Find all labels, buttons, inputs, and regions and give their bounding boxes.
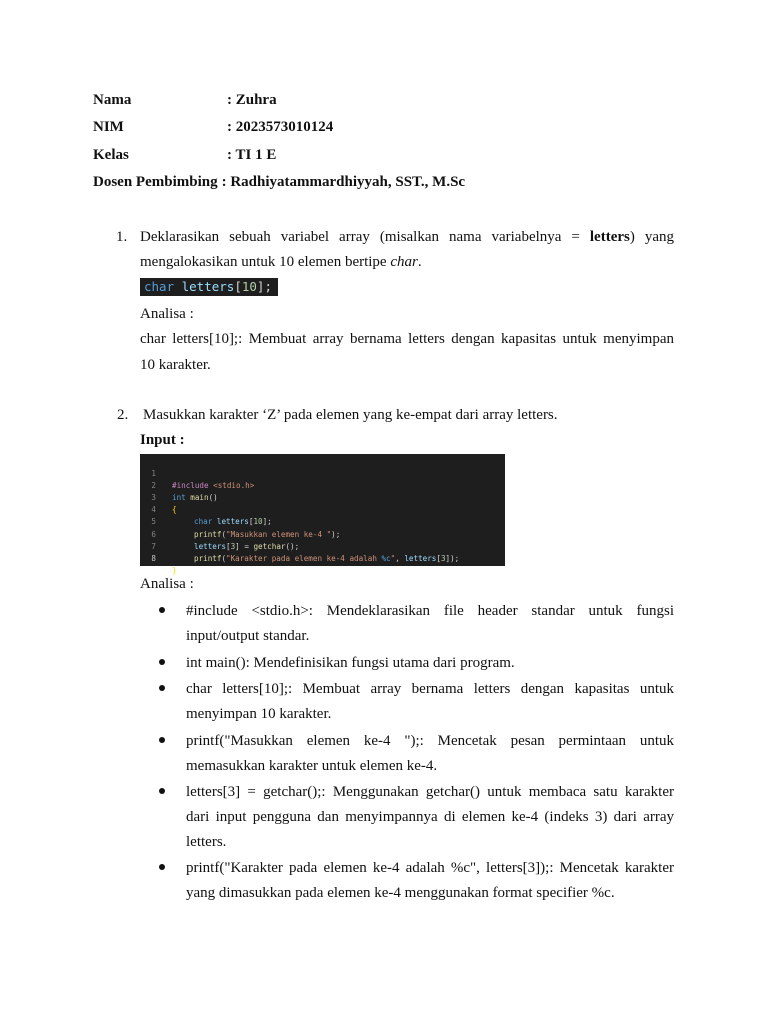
bullet-6-line1: printf("Karakter pada elemen ke-4 adalah %c", letters[3]);: Mencetak karakter [186,860,674,876]
code-line: 5 printf("Masukkan elemen ke-4 "); [151,517,341,539]
q1-question-line1: Deklarasikan sebuah variabel array (misalkan nama variabelnya = letters) yang [140,229,675,245]
kelas-value: : TI 1 E [227,146,277,163]
bullet-2-line1: int main(): Mendefinisikan fungsi utama dari program. [186,655,515,671]
bullet-dot-icon [159,788,165,794]
bullet-4-line2: memasukkan karakter untuk elemen ke-4. [186,758,438,774]
bullet-3-line2: menyimpan 10 karakter. [186,706,332,722]
bullet-4-line1: printf("Masukkan elemen ke-4 ");: Mencetak pesan permintaan untuk [186,733,674,749]
q2-question: Masukkan karakter ‘Z’ pada elemen yang ke-empat dari array letters. [143,407,558,423]
info-row-dosen [93,169,465,197]
bullet-1-line1: #include <stdio.h>: Mendeklarasikan file header standar untuk fungsi [186,603,674,619]
nim-value: : 2023573010124 [227,119,334,136]
code-line: 2 int main() [151,481,218,503]
bullet-5-line2: dari input pengguna dan menyimpannya di elemen ke-4 (indeks 3) dari array [186,809,674,825]
nama-label: Nama [93,91,132,108]
q1-number: 1. [116,229,128,245]
code-line: 8 } [151,553,177,575]
code-editor-screenshot [140,454,505,575]
nama-value: : Zuhra [227,91,277,108]
info-row-kelas [93,141,465,169]
bullet-5-line1: letters[3] = getchar();: Menggunakan getchar() untuk membaca satu karakter [186,784,674,800]
code-line: 7 printf("Karakter pada elemen ke-4 adalah %c", letters[3]); [151,541,460,563]
q1-analisa-line2: 10 karakter. [140,357,211,373]
q2-number: 2. [117,407,129,423]
q2-input-label: Input : [140,432,185,448]
info-row-nama [93,86,465,114]
q1-question-line2: mengalokasikan untuk 10 elemen bertipe char. [140,254,422,270]
q1-variable-name: letters [589,229,630,245]
code-line: 6 letters[3] = getchar(); [151,529,300,551]
nim-label: NIM [93,119,124,136]
bullet-5-line3: letters. [186,834,227,850]
dosen-value: : Radhiyatammardhiyyah, SST., M.Sc [221,174,466,191]
info-row-nim [93,114,465,142]
code-line: 3 { [151,493,177,515]
code-line: 4 char letters[10]; [151,505,272,527]
q1-analisa-line1: char letters[10];: Membuat array bernama letters dengan kapasitas untuk menyimpan [140,331,674,347]
bullet-dot-icon [159,737,165,743]
dosen-label: Dosen Pembimbing [93,174,218,191]
kelas-label: Kelas [93,146,129,163]
q2-analisa-label: Analisa : [140,576,194,592]
bullet-dot-icon [159,659,165,665]
bullet-dot-icon [159,607,165,613]
q1-type-name: char [390,254,418,270]
q1-analisa-label: Analisa : [140,306,194,322]
code-line: 1 #include <stdio.h> [151,469,255,491]
student-info [93,86,465,196]
bullet-dot-icon [159,864,165,870]
bullet-6-line2: yang dimasukkan pada elemen ke-4 menggunakan format specifier %c. [186,885,615,901]
bullet-3-line1: char letters[10];: Membuat array bernama letters dengan kapasitas untuk [186,681,674,697]
bullet-1-line2: input/output standar. [186,628,310,644]
q1-code-snippet: char letters[10]; [140,278,278,296]
bullet-dot-icon [159,685,165,691]
